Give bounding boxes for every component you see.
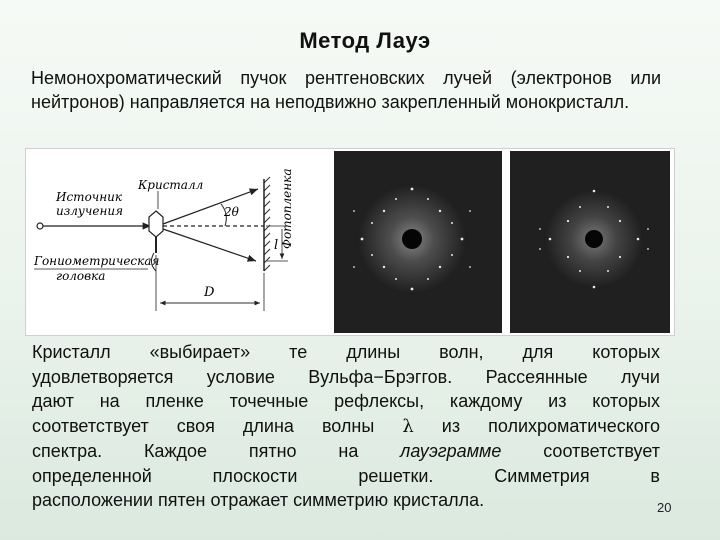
body-paragraph [32, 340, 660, 513]
crystal-label: Кристалл [138, 178, 204, 192]
l-label: l [274, 238, 279, 253]
source-label: Источник [56, 190, 123, 204]
film-label: Фотопленка [280, 168, 294, 249]
lauegram-term: лауэграмме [400, 441, 502, 461]
body-line-3: дают на пленке точечные рефлексы, каждому из которых [32, 391, 660, 411]
laue-pattern-100 [334, 151, 502, 333]
body-line-5-c: соответствует [501, 441, 660, 461]
goniometer-label-2: головка [56, 269, 106, 283]
body-line-5-a: спектра. Каждое пятно на [32, 441, 401, 461]
goniometer-label: Гониометрическая [34, 254, 160, 268]
body-line-2: удовлетворяется условие Вульфа−Брэггов. Рассеянные лучи [32, 366, 660, 387]
laue-pattern-110 [510, 151, 670, 333]
laue-figure [25, 148, 675, 336]
D-label: D [204, 285, 215, 300]
body-line-6: определенной плоскости решетки. Симметрия в [32, 465, 660, 486]
body-line-4-a: соответствует своя длина волны [32, 415, 403, 436]
body-line-1: Кристалл «выбирает» те длины волн, для которых [32, 342, 660, 362]
laue-scheme-diagram [26, 149, 326, 335]
body-line-5 [32, 439, 660, 464]
lambda-symbol: λ [402, 415, 414, 437]
body-line-7: расположении пятен отражает симметрию кристалла. [32, 490, 485, 510]
page-number: 20 [657, 500, 672, 515]
body-line-4-b: из полихроматического [413, 415, 660, 436]
slide-title: Метод Лауэ [299, 28, 431, 53]
body-line-4 [32, 414, 660, 440]
angle-label: 2θ [224, 205, 239, 219]
source-label-2: излучения [56, 204, 124, 218]
intro-paragraph: Немонохроматический пучок рентгеновских лучей (электронов или нейтронов) направляется на неподвижно закрепленный монокристалл. [31, 68, 661, 112]
